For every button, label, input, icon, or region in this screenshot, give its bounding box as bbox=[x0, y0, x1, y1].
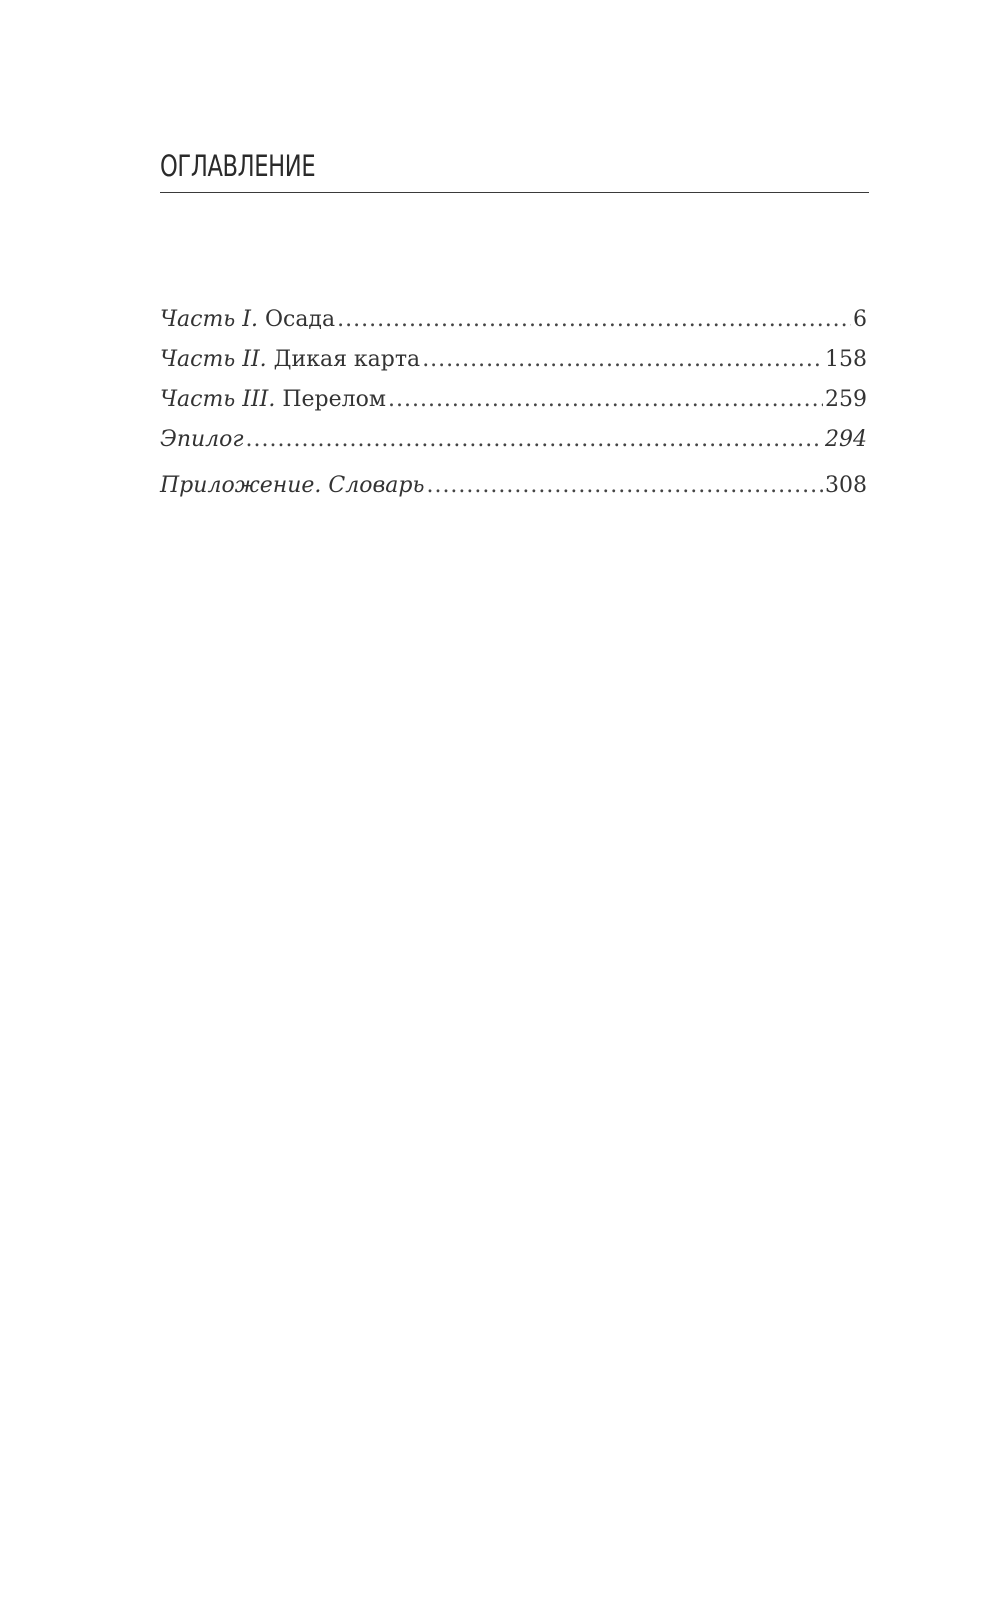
dot-leader bbox=[246, 420, 823, 460]
toc-entry-label: Эпилог bbox=[160, 427, 244, 452]
toc-entry-part-number: Часть II. bbox=[160, 347, 267, 372]
toc-entry-label bbox=[160, 340, 420, 380]
toc-entry-part-2[interactable] bbox=[160, 340, 867, 380]
dot-leader bbox=[422, 340, 823, 380]
dot-leader bbox=[426, 466, 823, 506]
toc-entry-label bbox=[160, 380, 386, 420]
toc-page-number: 6 bbox=[853, 307, 867, 332]
toc-entry-part-1[interactable] bbox=[160, 300, 867, 340]
toc-entry-part-name: Осада bbox=[257, 307, 336, 332]
table-of-contents bbox=[160, 300, 867, 506]
toc-entry-part-3[interactable] bbox=[160, 380, 867, 420]
dot-leader bbox=[337, 300, 851, 340]
toc-entry-part-number: Часть III. bbox=[160, 387, 276, 412]
toc-entry-epilogue[interactable] bbox=[160, 420, 867, 460]
toc-entry-label bbox=[160, 300, 335, 340]
toc-page-number: 259 bbox=[825, 387, 867, 412]
title-underline-rule bbox=[160, 192, 869, 193]
dot-leader bbox=[388, 380, 823, 420]
toc-entry-part-number: Часть I. bbox=[160, 307, 258, 332]
toc-entry-appendix[interactable] bbox=[160, 466, 867, 506]
toc-page-number: 308 bbox=[825, 473, 867, 498]
toc-entry-label: Приложение. Словарь bbox=[160, 473, 425, 498]
toc-entry-part-name: Перелом bbox=[275, 387, 386, 412]
toc-page-number: 294 bbox=[825, 427, 867, 452]
toc-entry-part-name: Дикая карта bbox=[266, 347, 421, 372]
toc-page-number: 158 bbox=[825, 347, 867, 372]
page-title: ОГЛАВЛЕНИЕ bbox=[160, 149, 316, 183]
